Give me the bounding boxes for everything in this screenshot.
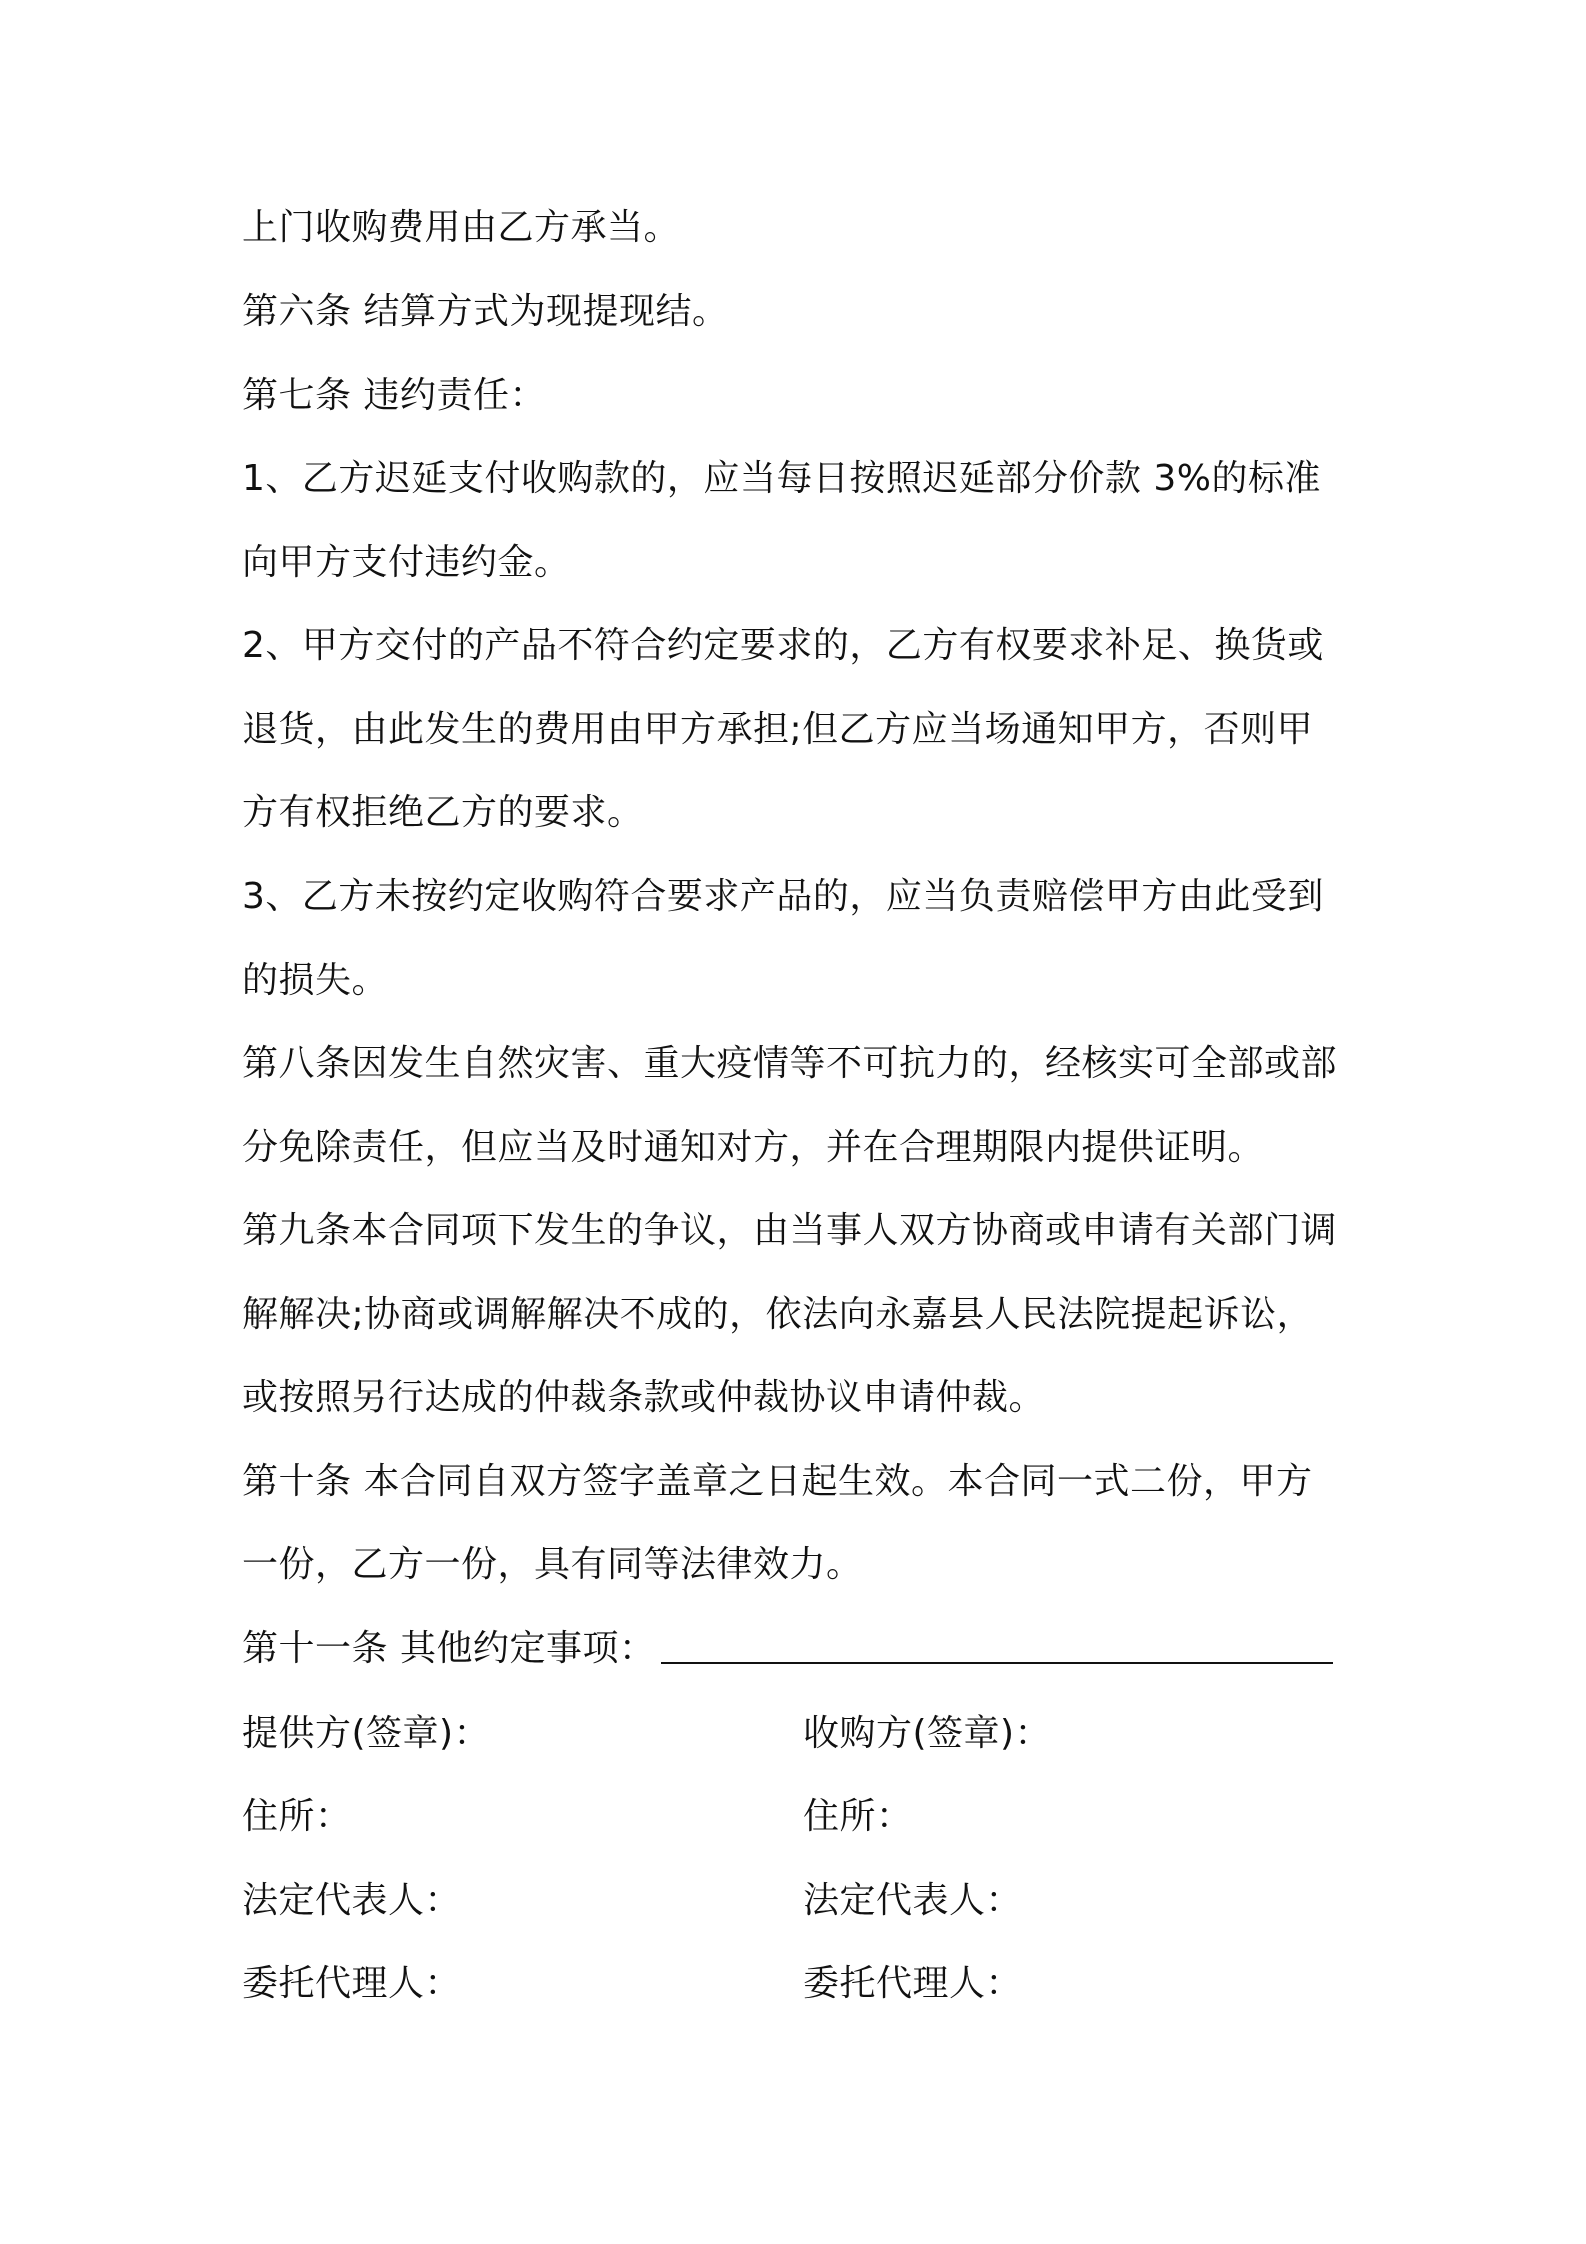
supplier-address-label: 住所：: [242, 1796, 352, 1837]
supplier-legal-rep-label: 法定代表人：: [242, 1880, 462, 1921]
text-line: 分免除责任，但应当及时通知对方，并在合理期限内提供证明。: [242, 1127, 1265, 1168]
buyer-address-label: 住所：: [803, 1796, 913, 1837]
fill-in-blank[interactable]: [661, 1632, 1333, 1664]
text-line: 退货，由此发生的费用由甲方承担;但乙方应当场通知甲方，否则甲: [242, 709, 1314, 750]
text-line: 向甲方支付违约金。: [242, 542, 571, 583]
text-line: 的损失。: [242, 960, 389, 1001]
supplier-agent-label: 委托代理人：: [242, 1963, 462, 2004]
text-line: 上门收购费用由乙方承当。: [242, 207, 681, 248]
text-line: 或按照另行达成的仲裁条款或仲裁协议申请仲裁。: [242, 1377, 1046, 1418]
text-line: 第六条 结算方式为现提现结。: [242, 291, 729, 332]
other-matters-label: 第十一条 其他约定事项：: [242, 1628, 656, 1669]
text-line: 第八条因发生自然灾害、重大疫情等不可抗力的，经核实可全部或部: [242, 1043, 1338, 1084]
text-line: 2、甲方交付的产品不符合约定要求的，乙方有权要求补足、换货或: [242, 625, 1324, 666]
text-line: 3、乙方未按约定收购符合要求产品的，应当负责赔偿甲方由此受到: [242, 876, 1324, 917]
supplier-signature-label: 提供方(签章)：: [242, 1713, 491, 1754]
text-line: 1、乙方迟延支付收购款的，应当每日按照迟延部分价款 3%的标准: [242, 458, 1321, 499]
buyer-signature-label: 收购方(签章)：: [803, 1713, 1052, 1754]
text-line: 解解决;协商或调解解决不成的，依法向永嘉县人民法院提起诉讼，: [242, 1294, 1314, 1335]
text-line: 第七条 违约责任：: [242, 375, 546, 416]
other-matters-line: [242, 1625, 1362, 1673]
text-line: 方有权拒绝乙方的要求。: [242, 792, 644, 833]
buyer-legal-rep-label: 法定代表人：: [803, 1880, 1023, 1921]
text-line: 第十条 本合同自双方签字盖章之日起生效。本合同一式二份，甲方: [242, 1461, 1313, 1502]
text-line: 第九条本合同项下发生的争议，由当事人双方协商或申请有关部门调: [242, 1210, 1338, 1251]
buyer-agent-label: 委托代理人：: [803, 1963, 1023, 2004]
text-line: 一份，乙方一份，具有同等法律效力。: [242, 1544, 863, 1585]
